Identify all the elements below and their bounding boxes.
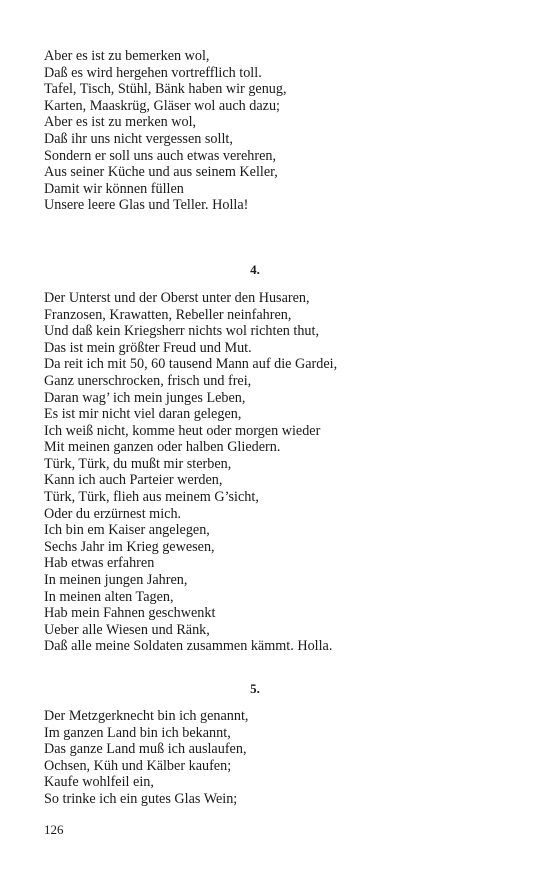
- stanza-5: [44, 708, 524, 808]
- verse-line: Das ganze Land muß ich auslaufen,: [44, 741, 247, 758]
- verse-line: Karten, Maaskrüg, Gläser wol auch dazu;: [44, 97, 280, 114]
- verse-line: Sechs Jahr im Krieg gewesen,: [44, 538, 215, 555]
- verse-line: Sondern er soll uns auch etwas verehren,: [44, 147, 277, 164]
- verse-line: In meinen jungen Jahren,: [44, 572, 188, 589]
- verse-line: Ganz unerschrocken, frisch und frei,: [44, 372, 252, 389]
- verse-line: Da reit ich mit 50, 60 tausend Mann auf die Gardei,: [44, 356, 338, 373]
- verse-line: Oder du erzürnest mich.: [44, 505, 182, 522]
- verse-line: Aber es ist zu bemerken wol,: [44, 48, 210, 64]
- verse-line: Türk, Türk, du mußt mir sterben,: [44, 455, 232, 472]
- verse-line: Es ist mir nicht viel daran gelegen,: [44, 406, 242, 423]
- verse-line: Kann ich auch Parteier werden,: [44, 472, 223, 489]
- verse-line: Daß ihr uns nicht vergessen sollt,: [44, 130, 233, 147]
- verse-line: Hab etwas erfahren: [44, 555, 155, 572]
- verse-line: Der Metzgerknecht bin ich genannt,: [44, 708, 249, 724]
- section-number-5: 5.: [250, 681, 260, 696]
- verse-line: Ich weiß nicht, komme heut oder morgen wieder: [44, 422, 321, 439]
- verse-line: Mit meinen ganzen oder halben Gliedern.: [44, 439, 281, 456]
- verse-line: Aber es ist zu merken wol,: [44, 114, 197, 131]
- verse-line: Der Unterst und der Oberst unter den Husaren,: [44, 289, 310, 306]
- verse-line: Kaufe wohlfeil ein,: [44, 774, 154, 791]
- verse-line: So trinke ich ein gutes Glas Wein;: [44, 790, 238, 807]
- verse-line: Hab mein Fahnen geschwenkt: [44, 605, 216, 622]
- verse-line: Daß es wird hergehen vortrefflich toll.: [44, 64, 262, 81]
- verse-line: Damit wir können füllen: [44, 180, 184, 197]
- verse-line: Ich bin em Kaiser angelegen,: [44, 522, 210, 539]
- verse-line: Und daß kein Kriegsherr nichts wol richten thut,: [44, 323, 320, 340]
- verse-line: Aus seiner Küche und aus seinem Keller,: [44, 164, 278, 181]
- verse-line: Ueber alle Wiesen und Ränk,: [44, 621, 210, 638]
- verse-line: In meinen alten Tagen,: [44, 588, 174, 605]
- verse-line: Das ist mein größter Freud und Mut.: [44, 339, 252, 356]
- verse-line: Tafel, Tisch, Stühl, Bänk haben wir genug,: [44, 81, 287, 98]
- section-number-4: 4.: [250, 261, 260, 277]
- verse-line: Daran wag’ ich mein junges Leben,: [44, 389, 246, 406]
- stanza-continuation: [44, 48, 524, 214]
- verse-line: Ochsen, Küh und Kälber kaufen;: [44, 757, 232, 774]
- page-body: [44, 48, 524, 808]
- page-number: 126: [44, 822, 64, 837]
- stanza-4: [44, 290, 524, 655]
- verse-line: Unsere leere Glas und Teller. Holla!: [44, 197, 249, 214]
- verse-line: Türk, Türk, flieh aus meinem G’sicht,: [44, 489, 259, 506]
- verse-line: Im ganzen Land bin ich bekannt,: [44, 724, 231, 741]
- verse-line: Franzosen, Krawatten, Rebeller neinfahren,: [44, 306, 292, 323]
- verse-line: Daß alle meine Soldaten zusammen kämmt. Holla.: [44, 638, 333, 655]
